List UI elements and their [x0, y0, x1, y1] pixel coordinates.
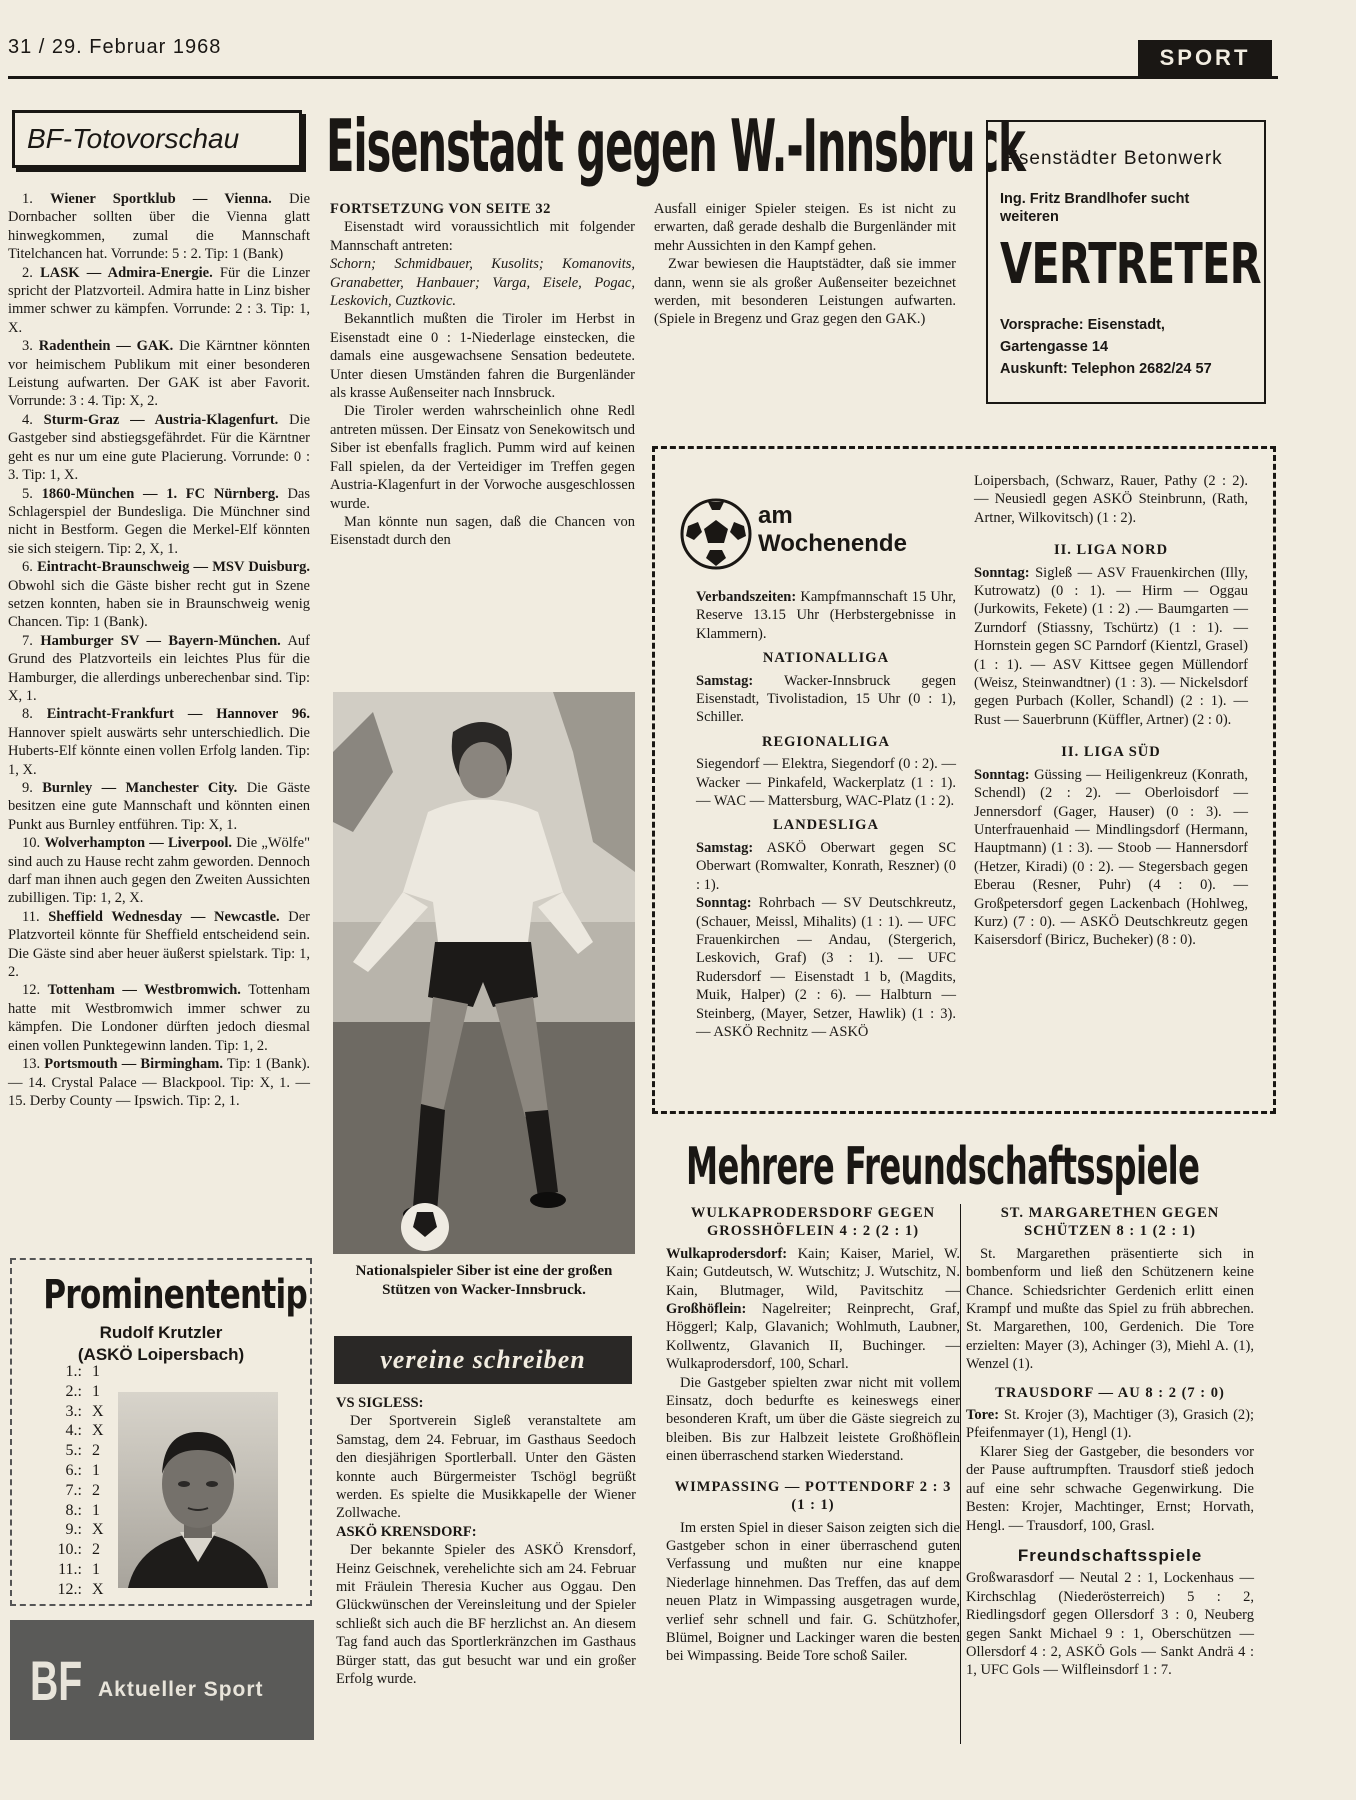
label: Sonntag:: [974, 564, 1030, 581]
ad-company: Eisenstädter Betonwerk: [1000, 148, 1223, 169]
toto-match: Hamburger SV — Bayern-München.: [40, 632, 281, 649]
article-paragraph: Die Tiroler werden wahrscheinlich ohne Redl antreten müssen. Der Einsatz von Senekowitsch und Siber ist ebenfalls fraglich. Pumm wird auf keinen Fall spielen, da der Verteidiger im Treffen gegen Austria-Klagenfurt in der Vorwoche ausgeschlossen wurde.: [330, 403, 635, 512]
lineup: Schorn; Schmidbauer, Kusolits; Komanovits, Granabetter, Hanbauer; Varga, Eisele, Pogac, Leskovich, Cuztkovic.: [330, 256, 635, 310]
label: Samstag:: [696, 839, 754, 856]
fixture-text: ASKÖ Oberwart gegen SC Oberwart (Romwalter, Konrath, Reszner) (0 : 1).: [696, 839, 956, 893]
tip-number: 7.:: [65, 1481, 82, 1499]
tip-value: X: [92, 1402, 104, 1420]
continuation-label: FORTSETZUNG VON SEITE 32: [330, 201, 551, 217]
tip-number: 5.:: [65, 1442, 82, 1460]
football-player-photo: [333, 692, 635, 1254]
wochenende-title: [758, 502, 907, 558]
tip-row: [40, 1461, 130, 1481]
toto-match: LASK — Admira-Energie.: [40, 264, 213, 281]
toto-number: 7.: [22, 632, 33, 649]
label: Großhöflein:: [666, 1301, 747, 1318]
lineup-text: Nagelreiter; Reinprecht, Graf, Höggerl; Kalp, Glavanich; Wohlmuth, Laubner, Kollwentz, Glavanich II, Buchinger. — Wulkaprodersdorf, 100, Scharl.: [666, 1301, 961, 1373]
toto-text: Hannover spielt auswärts sehr unterschiedlich. Die Huberts-Elf könnte einen vollen Erfolg landen. Tip: 1, X.: [8, 724, 310, 778]
article-paragraph: Zwar bewiesen die Hauptstädter, daß sie immer dann, wenn sie als großer Außenseiter bezeichnet werden, mit besonderen Leistungen aufwarten. (Spiele in Bregenz und Graz gegen den GAK.): [654, 256, 956, 328]
league-heading: II. LIGA SÜD: [1061, 744, 1161, 761]
ad-info: [1000, 314, 1250, 380]
match-report: Klarer Sieg der Gastgeber, die besonders vor der Pause auftrumpften. Trausdorf stieß jedoch auf eine sehr schwache Gegenwirkung. Die Besten: Krojer, Machtinger, Ernst; Horvath, Hengl. — Trausdorf, 100, Grasl.: [966, 1443, 1254, 1534]
tip-number: 12.:: [57, 1580, 82, 1598]
toto-match: Sturm-Graz — Austria-Klagenfurt.: [43, 411, 279, 428]
toto-item: [8, 558, 310, 632]
prominententip-title: Prominententip: [43, 1272, 308, 1318]
label: Verbandszeiten:: [696, 589, 797, 605]
tip-value: 1: [92, 1461, 100, 1479]
toto-text: Der Platzvorteil könnte für Sheffield entscheidend sein. Die Gäste sind aber heuer äußerst spielstark. Tip: 1, 2.: [8, 908, 310, 981]
tip-row: [40, 1580, 130, 1600]
tip-number: 4.:: [65, 1422, 82, 1440]
toto-number: 2.: [22, 264, 33, 281]
friendly-col1: [666, 1204, 960, 1666]
toto-number: 11.: [22, 908, 40, 925]
scorers: St. Krojer (3), Machtiger (3), Grasich (2); Pfeifenmayer (1), Hengl (1).: [966, 1407, 1254, 1442]
wochenende-col1: [696, 588, 956, 1041]
football-icon: [680, 498, 752, 570]
club-heading: ASKÖ KRENSDORF:: [336, 1523, 477, 1540]
prominententip-person: [10, 1322, 312, 1366]
toto-text: Die „Wölfe" sind auch zu Hause recht zahm geworden. Dennoch darf man ihnen auch gegen den Zweiten Aussichten zubilligen. Tip: 1, 2, X.: [8, 835, 310, 907]
tip-row: [40, 1402, 130, 1422]
toto-item: [8, 981, 310, 1055]
toto-text: Obwohl sich die Gäste bisher recht gut in Szene setzen konnten, haben sie in Braunschweig wenig Chancen. Tip: 1 (Bank).: [8, 577, 310, 631]
article-paragraph: Ausfall einiger Spieler steigen. Es ist nicht zu erwarten, daß gerade deshalb die Burgenländer mit mehr Aussichten in den Kampf gehen.: [654, 201, 956, 254]
toto-item: [8, 337, 310, 411]
tip-value: 2: [92, 1541, 100, 1559]
tip-value: 2: [92, 1481, 100, 1499]
toto-text: Die Kärntner könnten vor heimischem Publikum mit einer besonderen Leistung aufwarten. Der GAK ist aber Favorit. Vorrunde: 3 : 4. Tip: X, 2.: [8, 338, 310, 410]
tip-number: 11.:: [58, 1560, 82, 1578]
friendly-headline: Mehrere Freundschaftsspiele: [686, 1137, 1200, 1197]
club-text: Der Sportverein Sigleß veranstaltete am Samstag, dem 24. Februar, im Gasthaus Seedoch den diesjährigen Sportlerball. Unter den Gästen konnte auch Bürgermeister Tschögl begrüßt werden. Es spielte die Musikkapelle der Wiener Zollwache.: [336, 1413, 636, 1522]
toto-number: 3.: [22, 338, 33, 355]
tip-value: X: [92, 1521, 104, 1539]
league-heading: REGIONALLIGA: [761, 733, 891, 750]
article-paragraph: Bekanntlich mußten die Tiroler im Herbst in Eisenstadt eine 0 : 1-Niederlage einstecken, die damals eine ausgewachsene Sensation bedeutete. Unter diesen Umständen fahren die Burgenländer als krasse Außenseiter nach Innsbruck.: [330, 311, 635, 402]
tip-list: [40, 1362, 130, 1600]
toto-text: Die Gastgeber sind abstiegsgefährdet. Für die Kärntner geht es nur um eine gute Placierung. Vorrunde: 0 : 3. Tip: 1, X.: [8, 411, 311, 484]
toto-number: 8.: [22, 706, 33, 723]
article-paragraph: Eisenstadt wird voraussichtlich mit folgender Mannschaft antreten:: [330, 219, 635, 254]
tip-row: [40, 1560, 130, 1580]
label: Wulkaprodersdorf:: [666, 1245, 788, 1262]
toto-number: 9.: [22, 780, 33, 796]
toto-item: [8, 1055, 310, 1110]
tip-number: 2.:: [65, 1382, 82, 1400]
toto-match: Portsmouth — Birmingham.: [44, 1056, 223, 1073]
main-article-col1: [330, 200, 635, 550]
match-heading: ST. MARGARETHEN GEGEN SCHÜTZEN 8 : 1 (2 : 1): [1000, 1205, 1220, 1240]
label: Samstag:: [696, 672, 754, 689]
label: Tore:: [966, 1407, 1000, 1424]
bf-logo-subtitle: Aktueller Sport: [98, 1678, 264, 1701]
tip-row: [40, 1501, 130, 1521]
tip-row: [40, 1441, 130, 1461]
match-report: Großwarasdorf — Neutal 2 : 1, Lockenhaus — Kirchschlag (Niederösterreich) 5 : 2, Riedlingsdorf gegen Ollersdorf 3 : 0, Neuberg gegen Sankt Michael 9 : 1, Oberschützen — Ollersdorf 4 : 2, ASKÖ Gols — Sankt Andrä 4 : 1, UFC Gols — Wilfleinsdorf 1 : 7.: [966, 1570, 1254, 1679]
bf-logo: BF: [30, 1649, 83, 1712]
toto-number: 6.: [22, 559, 33, 576]
toto-number: 4.: [22, 411, 33, 428]
toto-title-box: [12, 110, 302, 168]
tip-row: [40, 1362, 130, 1382]
tip-row: [40, 1481, 130, 1501]
toto-item: [8, 190, 310, 264]
match-report: Die Gastgeber spielten zwar nicht mit vollem Einsatz, doch bedurfte es keineswegs einer besonderen Kraft, um über die Gäste siegreich zu bleiben. Bis zur Halbzeit leistete Großhöflein einen überraschend starken Wiederstand.: [666, 1374, 960, 1465]
fixture-text: Sigleß — ASV Frauenkirchen (Illy, Kutrowatz) (0 : 1). — Hirm — Oggau (Jurkowits, Fekete) (1 : 2) .— Baumgarten — Zurndorf (Stiassny, Tschürtz) (1 : 1). — Hornstein gegen SC Parndorf (Kientzl, Grasel) (1 : 1). — ASV Kittsee gegen Müllendorf (Weisz, Steinwandtner) (1 : 3). — Nickelsdorf gegen Purbach (Koller, Schandl) (2 : 1). — Rust — Sauerbrunn (Küffler, Artner) (2 : 0).: [974, 564, 1248, 728]
toto-number: 1.: [22, 191, 33, 207]
tip-number: 8.:: [65, 1501, 82, 1519]
column-rule: [960, 1204, 961, 1744]
main-headline: Eisenstadt gegen W.-Innsbruck: [326, 104, 1025, 188]
fixture-text: Siegendorf — Elektra, Siegendorf (0 : 2). — Wacker — Pinkafeld, Wackerplatz (1 : 1). — WAC — Mattersburg, WAC-Platz (1 : 2).: [696, 756, 956, 810]
article-paragraph: Man könnte nun sagen, daß die Chancen von Eisenstadt durch den: [330, 513, 635, 549]
toto-title: BF-Totovorschau: [27, 123, 240, 154]
ad-headline: VERTRETER: [1000, 232, 1261, 297]
toto-item: [8, 834, 310, 908]
match-report: St. Margarethen präsentierte sich in bombenform und ließ den Schützenern keine Chance. Schiedsrichter Gerdenich erlitt einen Krampf und mußte das Spiel zu früh abbrechen. St. Margarethen, 100, Gerdenich. Die Tore erzielten: Mayer (3), Achinger (3), Miehl A. (1), Wenzel (1).: [966, 1245, 1254, 1373]
match-report: Im ersten Spiel in dieser Saison zeigten sich die Gastgeber schon in einer überraschend guten Verfassung und mußten nur eine knappe Niederlage hinnehmen. Das Treffen, das auf dem neuen Platz in Wimpassing ausgetragen wurde, verlief sehr schnell und fair. G. Schützhofer, Blümel, Boigner und Lackinger waren die besten bei Wimpassing. Beide Tore schoß Sailer.: [666, 1519, 960, 1665]
tip-value: 2: [92, 1442, 100, 1460]
tip-value: X: [92, 1580, 104, 1598]
toto-match: 1860-München — 1. FC Nürnberg.: [41, 485, 279, 502]
toto-item: [8, 705, 310, 779]
fixture-text: Güssing — Heiligenkreuz (Konrath, Schendl) (2 : 2). — Oberloisdorf — Jennersdorf (Gager, Hauser) (0 : 3). — Unterfrauenhaid — Mindlingsdorf (Hermann, Hauptmann) (1 : 3). — Stoob — Hannersdorf (Hetzer, Kiradi) (0 : 2). — Stegersbach gegen Eberau (Resner, Puhr) (4 : 0). — Großpetersdorf gegen Lackenbach (Hohlweg, Kurz) (7 : 0). — ASKÖ Deutschkreutz gegen Kaisersdorf (Biricz, Bucheker) (8 : 0).: [974, 766, 1248, 949]
toto-text: Die Dornbacher sollten über die Vienna glatt hinwegkommen, zumal die Mannschaft Titelchancen hat. Vorrunde: 5 : 2. Tip: 1 (Bank): [8, 191, 311, 263]
tip-value: 1: [92, 1382, 100, 1400]
toto-number: 10.: [22, 835, 41, 852]
tip-value: X: [92, 1422, 104, 1440]
verband-text: Kampfmannschaft 15 Uhr, Reserve 13.15 Uhr (Herbstergebnisse in Klammern).: [696, 589, 956, 642]
wochenende-col2: [974, 472, 1248, 950]
toto-item: [8, 908, 310, 982]
toto-match: Wiener Sportklub — Vienna.: [50, 191, 272, 207]
tip-value: 1: [92, 1501, 100, 1519]
label: Sonntag:: [696, 895, 752, 912]
toto-item: [8, 264, 310, 338]
match-heading: TRAUSDORF — AU 8 : 2 (7 : 0): [995, 1384, 1225, 1401]
toto-item: [8, 632, 310, 706]
match-heading: Freundschaftsspiele: [1017, 1545, 1203, 1565]
toto-match: Radenthein — GAK.: [38, 338, 174, 355]
toto-list: [8, 190, 310, 1110]
tip-number: 3.:: [65, 1402, 82, 1420]
match-heading: WULKAPRODERSDORF GEGEN GROSSHÖFLEIN 4 : 2 (2 : 1): [690, 1205, 936, 1240]
toto-match: Wolverhampton — Liverpool.: [44, 835, 233, 852]
label: Sonntag:: [974, 766, 1030, 783]
toto-text: Das Schlagerspiel der Bundesliga. Die Münchner sind nicht in Bestform. Gegen die Merkel-Elf könnten sie sich steigern. Tip: 2, X, 1.: [8, 485, 311, 557]
portrait-photo: [118, 1392, 278, 1588]
person-name: Rudolf Krutzler: [99, 1323, 223, 1342]
vereine-body: [336, 1394, 636, 1689]
fixture-text: Loipersbach, (Schwarz, Rauer, Pathy (2 : 2). — Neusiedl gegen ASKÖ Steinbrunn, (Rath, Artner, Wilkovitsch) (1 : 2).: [974, 473, 1248, 526]
toto-text: Tip: 1 (Bank). — 14. Crystal Palace — Blackpool. Tip: X, 1. — 15. Derby County — Ipswich. Tip: 2, 1.: [8, 1056, 311, 1109]
league-heading: II. LIGA NORD: [1053, 542, 1169, 559]
page-number-date: 31 / 29. Februar 1968: [8, 36, 222, 58]
toto-match: Sheffield Wednesday — Newcastle.: [48, 908, 280, 925]
toto-match: Tottenham — Westbromwich.: [47, 982, 241, 999]
ad-phone: Auskunft: Telephon 2682/24 57: [1000, 361, 1212, 377]
league-heading: LANDESLIGA: [773, 817, 879, 834]
header-rule: [8, 76, 1278, 79]
tip-row: [40, 1382, 130, 1402]
match-heading: WIMPASSING — POTTENDORF 2 : 3 (1 : 1): [674, 1478, 952, 1514]
toto-item: [8, 779, 310, 834]
toto-text: Tottenham hatte mit Westbromwich immer schwer zu kämpfen. Die Londoner dürften jedoch diesmal einen vollen Punktegewinn landen. Tip: 1, 2.: [8, 982, 310, 1054]
toto-number: 12.: [22, 982, 41, 999]
fixture-text: Rohrbach — SV Deutschkreutz, (Schauer, Meissl, Mihalits) (1 : 1). — UFC Frauenkirchen — Andau, (Stergerich, Leskovich, Graf) (3 : 1). — UFC Rudersdorf — Eisenstadt 1 b, (Magdits, Muik, Halper) (2 : 6). — Halbturn — Steinberg, (Mayer, Setzer, Hawlik) (1 : 3). — ASKÖ Rechnitz — ASKÖ: [696, 895, 956, 1040]
lineup-text: Kain; Kaiser, Mariel, W. Kain; Gutdeutsch, W. Wutschitz; J. Wutschitz, N. Kain, Blutmager, Wild, Pavitschitz —: [666, 1245, 960, 1299]
league-heading: NATIONALLIGA: [762, 650, 890, 667]
tip-value: 1: [92, 1363, 100, 1380]
tip-row: [40, 1540, 130, 1560]
ad-address: Vorsprache: Eisenstadt, Gartengasse 14: [1000, 317, 1165, 355]
ad-owner: Ing. Fritz Brandlhofer sucht weiteren: [1000, 191, 1190, 225]
tip-number: 1.:: [65, 1363, 82, 1380]
fixture-text: Wacker-Innsbruck gegen Eisenstadt, Tivolistadion, 15 Uhr (0 : 1), Schiller.: [696, 672, 956, 726]
toto-item: [8, 485, 310, 559]
toto-match: Eintracht-Braunschweig — MSV Duisburg.: [37, 559, 311, 576]
section-label: SPORT: [1138, 40, 1272, 76]
person-club: (ASKÖ Loipersbach): [77, 1345, 245, 1364]
toto-match: Eintracht-Frankfurt — Hannover 96.: [46, 706, 311, 723]
friendly-col2: [966, 1204, 1254, 1680]
toto-match: Burnley — Manchester City.: [42, 780, 238, 796]
toto-item: [8, 411, 310, 485]
club-text: Der bekannte Spieler des ASKÖ Krensdorf, Heinz Geischnek, verehelichte sich am 24. Februar mit Fräulein Theresia Kucher aus Oggau. Den Glückwünschen der Vereinsleitung und der Spieler schließt sich auch die BF herzlichst an. An diesem Tag fand auch das Sportlerkränzchen im Gasthaus Bürger statt, das gut besucht war und ein großer Erfolg wurde.: [336, 1542, 636, 1688]
tip-number: 10.:: [57, 1541, 82, 1559]
wochenende-title-word: Wochenende: [758, 530, 907, 557]
toto-text: Auf Grund des Platzvorteils ein leichtes Plus für die Hamburger, die allerdings unberechenbar sind. Tip: X, 1.: [8, 632, 310, 704]
tip-number: 9.:: [65, 1521, 82, 1539]
vereine-banner: vereine schreiben: [334, 1336, 632, 1384]
main-article-col2: [654, 200, 956, 329]
toto-text: Die Gäste besitzen eine gute Mannschaft und könnten einen Punkt aus Burnley entführen. Tip: X, 1.: [8, 780, 311, 833]
wochenende-title-am: am: [758, 502, 793, 529]
tip-row: [40, 1520, 130, 1540]
club-heading: VS SIGLESS:: [336, 1395, 424, 1411]
tip-value: 1: [92, 1560, 100, 1578]
toto-text: Für die Linzer spricht der Platzvorteil. Admira hatte in Linz bisher immer schwer zu kämpfen. Vorrunde: 2 : 3. Tip: 1, X.: [8, 264, 310, 336]
tip-row: [40, 1421, 130, 1441]
toto-number: 5.: [22, 485, 33, 502]
tip-number: 6.:: [65, 1461, 82, 1479]
toto-number: 13.: [22, 1056, 41, 1073]
photo-caption: Nationalspieler Siber ist eine der großen Stützen von Wacker-Innsbruck.: [355, 1263, 613, 1298]
